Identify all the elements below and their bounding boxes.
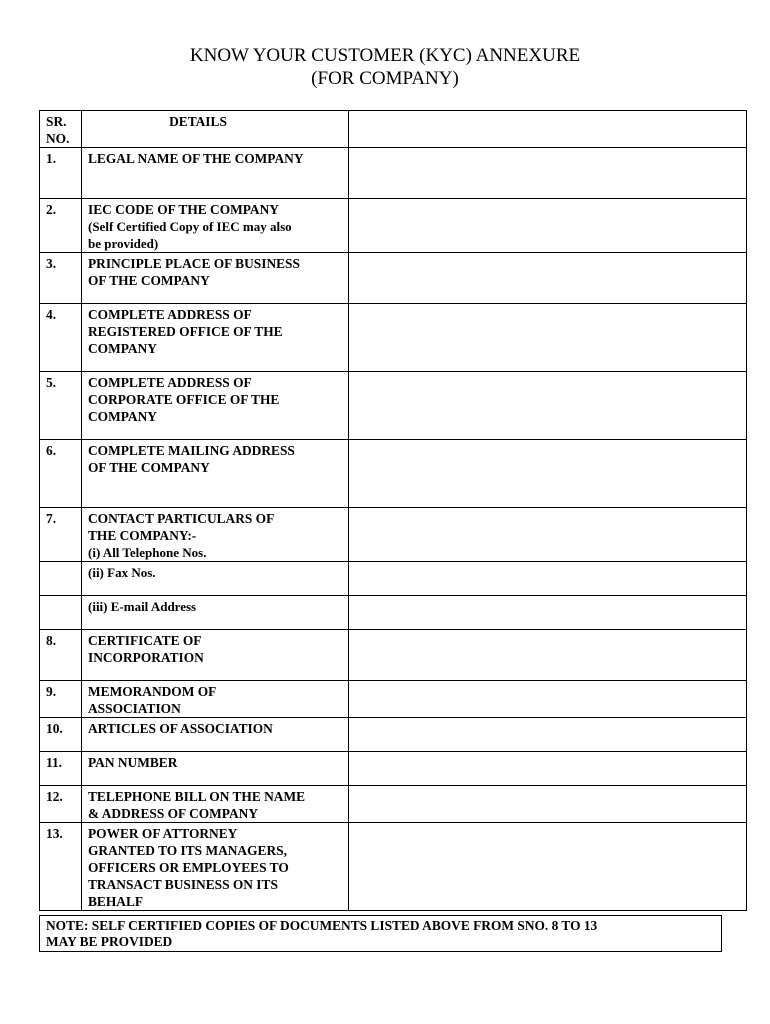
details-line: COMPLETE ADDRESS OF (88, 375, 252, 390)
details-line: COMPANY (88, 341, 157, 356)
row-value-field[interactable] (349, 440, 747, 508)
row-details (82, 253, 349, 304)
row-value-field[interactable] (349, 596, 747, 630)
row-sr-no: 4. (40, 304, 82, 372)
details-line: POWER OF ATTORNEY (88, 826, 238, 841)
row-value-field[interactable] (349, 786, 747, 823)
details-line: CORPORATE OFFICE OF THE (88, 392, 280, 407)
row-sr-no (40, 596, 82, 630)
row-value-field[interactable] (349, 199, 747, 253)
row-details (82, 148, 349, 199)
table-row (40, 508, 747, 562)
details-line: TRANSACT BUSINESS ON ITS (88, 877, 278, 892)
row-sr-no: 9. (40, 681, 82, 718)
row-sr-no: 6. (40, 440, 82, 508)
table-row (40, 681, 747, 718)
details-subline: (ii) Fax Nos. (88, 565, 156, 580)
row-sr-no: 12. (40, 786, 82, 823)
note-line-1: NOTE: SELF CERTIFIED COPIES OF DOCUMENTS LISTED ABOVE FROM SNO. 8 TO 13 (46, 918, 598, 933)
table-row (40, 752, 747, 786)
row-value-field[interactable] (349, 630, 747, 681)
row-value-field[interactable] (349, 508, 747, 562)
row-details (82, 823, 349, 911)
table-row (40, 823, 747, 911)
details-line: COMPLETE ADDRESS OF (88, 307, 252, 322)
row-details (82, 372, 349, 440)
details-line: TELEPHONE BILL ON THE NAME (88, 789, 306, 804)
row-value-field[interactable] (349, 823, 747, 911)
details-line: ARTICLES OF ASSOCIATION (88, 721, 273, 736)
details-line: OFFICERS OR EMPLOYEES TO (88, 860, 289, 875)
row-sr-no: 3. (40, 253, 82, 304)
details-line: MEMORANDOM OF (88, 684, 217, 699)
table-row (40, 304, 747, 372)
table-row (40, 372, 747, 440)
row-value-field[interactable] (349, 304, 747, 372)
details-line: PRINCIPLE PLACE OF BUSINESS (88, 256, 300, 271)
table-row (40, 199, 747, 253)
details-line: OF THE COMPANY (88, 273, 210, 288)
details-line: OF THE COMPANY (88, 460, 210, 475)
row-sr-no: 5. (40, 372, 82, 440)
page-title: KNOW YOUR CUSTOMER (KYC) ANNEXURE (189, 45, 581, 66)
details-line: CERTIFICATE OF (88, 633, 202, 648)
row-details (82, 508, 349, 562)
details-line: BEHALF (88, 894, 144, 909)
row-value-field[interactable] (349, 253, 747, 304)
details-subline: (Self Certified Copy of IEC may also (88, 219, 292, 234)
row-sr-no: 10. (40, 718, 82, 752)
note-line-2: MAY BE PROVIDED (46, 934, 173, 949)
row-details (82, 630, 349, 681)
details-line: PAN NUMBER (88, 755, 178, 770)
row-details (82, 304, 349, 372)
row-details (82, 562, 349, 596)
details-line: ASSOCIATION (88, 701, 181, 716)
table-row (40, 596, 747, 630)
details-line: IEC CODE OF THE COMPANY (88, 202, 279, 217)
table-row (40, 253, 747, 304)
details-line: CONTACT PARTICULARS OF (88, 511, 275, 526)
row-details (82, 786, 349, 823)
table-row (40, 786, 747, 823)
row-value-field[interactable] (349, 718, 747, 752)
row-value-field[interactable] (349, 562, 747, 596)
row-sr-no: 11. (40, 752, 82, 786)
details-line: COMPANY (88, 409, 157, 424)
row-details (82, 718, 349, 752)
details-line: REGISTERED OFFICE OF THE (88, 324, 283, 339)
row-value-field[interactable] (349, 752, 747, 786)
row-sr-no: 1. (40, 148, 82, 199)
table-row (40, 148, 747, 199)
details-line: & ADDRESS OF COMPANY (88, 806, 258, 821)
header-sr-no: SR. NO. (40, 111, 82, 148)
details-line: GRANTED TO ITS MANAGERS, (88, 843, 287, 858)
row-sr-no: 8. (40, 630, 82, 681)
details-subline: (i) All Telephone Nos. (88, 545, 207, 560)
table-row (40, 630, 747, 681)
table-row (40, 718, 747, 752)
row-details (82, 681, 349, 718)
row-details (82, 752, 349, 786)
details-line: INCORPORATION (88, 650, 204, 665)
row-details (82, 440, 349, 508)
details-line: LEGAL NAME OF THE COMPANY (88, 151, 304, 166)
table-row (40, 440, 747, 508)
row-sr-no: 7. (40, 508, 82, 562)
row-sr-no: 13. (40, 823, 82, 911)
header-blank (349, 111, 747, 148)
details-line: COMPLETE MAILING ADDRESS (88, 443, 295, 458)
row-details (82, 596, 349, 630)
note-box (39, 915, 722, 952)
row-details (82, 199, 349, 253)
row-value-field[interactable] (349, 372, 747, 440)
details-subline: be provided) (88, 236, 159, 251)
row-value-field[interactable] (349, 148, 747, 199)
details-line: THE COMPANY:- (88, 528, 197, 543)
row-sr-no: 2. (40, 199, 82, 253)
table-header-row (40, 111, 747, 148)
row-value-field[interactable] (349, 681, 747, 718)
header-details: DETAILS (82, 111, 349, 148)
table-row (40, 562, 747, 596)
page-subtitle: (FOR COMPANY) (311, 68, 459, 89)
details-subline: (iii) E-mail Address (88, 599, 197, 614)
kyc-table (39, 110, 747, 911)
row-sr-no (40, 562, 82, 596)
